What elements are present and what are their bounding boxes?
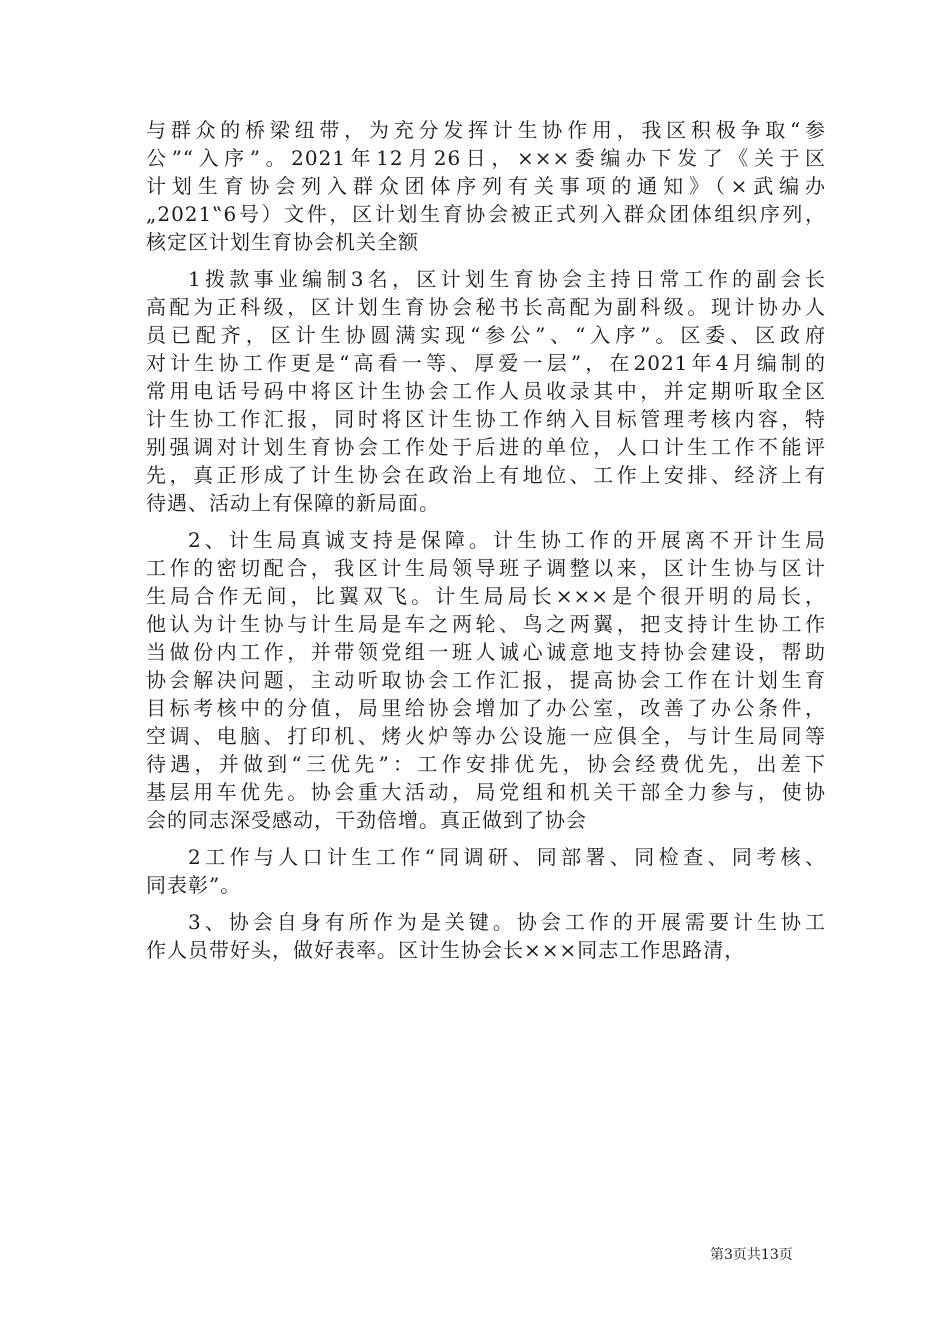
text-line: 2工作与人口计生工作“同调研、同部署、同检查、同考核、 xyxy=(188,845,826,869)
text-line: 基层用车优先。协会重大活动，局党组和机关干部全力参与，使协 xyxy=(146,780,826,804)
text-line: 会的同志深受感动，干劲倍增。真正做到了协会 xyxy=(146,808,587,832)
text-line: 与群众的桥梁纽带，为充分发挥计生协作用，我区积极争取“参 xyxy=(146,118,826,142)
text-line: 高配为正科级，区计划生育协会秘书长高配为副科级。现计协办人 xyxy=(146,295,826,319)
page-number: 第3页共13页 xyxy=(710,1247,793,1263)
text-line: 3、协会自身有所作为是关键。协会工作的开展需要计生协工 xyxy=(188,910,826,934)
text-line: 计生协工作汇报，同时将区计生协工作纳入目标管理考核内容，特 xyxy=(146,407,826,431)
paragraph xyxy=(146,116,826,256)
text-line: 同表彰”。 xyxy=(146,873,242,897)
text-line: 1拨款事业编制3名，区计划生育协会主持日常工作的副会长 xyxy=(188,267,826,291)
paragraph xyxy=(146,843,826,899)
paragraph-gap xyxy=(146,899,826,908)
text-line: 生局合作无间，比翼双飞。计生局局长×××是个很开明的局长， xyxy=(146,584,826,608)
text-line: 待遇、活动上有保障的新局面。 xyxy=(146,491,440,515)
text-line: 计划生育协会列入群众团体序列有关事项的通知》（×武编办 xyxy=(146,174,826,198)
text-line: 核定区计划生育协会机关全额 xyxy=(146,230,419,254)
text-line: 当做份内工作，并带领党组一班人诚心诚意地支持协会建设，帮助 xyxy=(146,640,826,664)
text-line: 工作的密切配合，我区计生局领导班子调整以来，区计生协与区计 xyxy=(146,556,826,580)
text-line: 公”“入序”。2021年12月26日，×××委编办下发了《关于区 xyxy=(146,146,826,170)
paragraph xyxy=(146,265,826,517)
text-line: 作人员带好头，做好表率。区计生协会长×××同志工作思路清， xyxy=(146,938,746,962)
paragraph-gap xyxy=(146,517,826,526)
text-line: 别强调对计划生育协会工作处于后进的单位，人口计生工作不能评 xyxy=(146,435,826,459)
text-line: 先，真正形成了计生协会在政治上有地位、工作上安排、经济上有 xyxy=(146,463,826,487)
document-body xyxy=(146,116,826,964)
text-line: 待遇，并做到“三优先”：工作安排优先，协会经费优先，出差下 xyxy=(146,752,826,776)
text-line: 协会解决问题，主动听取协会工作汇报，提高协会工作在计划生育 xyxy=(146,668,826,692)
text-line: 常用电话号码中将区计生协会工作人员收录其中，并定期听取全区 xyxy=(146,379,826,403)
text-line: 员已配齐，区计生协圆满实现“参公”、“入序”。区委、区政府 xyxy=(146,323,826,347)
text-line: 2、计生局真诚支持是保障。计生协工作的开展离不开计生局 xyxy=(188,528,826,552)
text-line: „2021‟6号）文件，区计划生育协会被正式列入群众团体组织序列， xyxy=(146,202,826,226)
text-line: 空调、电脑、打印机、烤火炉等办公设施一应俱全，与计生局同等 xyxy=(146,724,826,748)
paragraph xyxy=(146,526,826,834)
paragraph-gap xyxy=(146,834,826,843)
text-line: 对计生协工作更是“高看一等、厚爱一层”，在2021年4月编制的 xyxy=(146,351,826,375)
text-line: 目标考核中的分值，局里给协会增加了办公室，改善了办公条件， xyxy=(146,696,826,720)
paragraph xyxy=(146,908,826,964)
text-line: 他认为计生协与计生局是车之两轮、鸟之两翼，把支持计生协工作 xyxy=(146,612,826,636)
paragraph-gap xyxy=(146,256,826,265)
